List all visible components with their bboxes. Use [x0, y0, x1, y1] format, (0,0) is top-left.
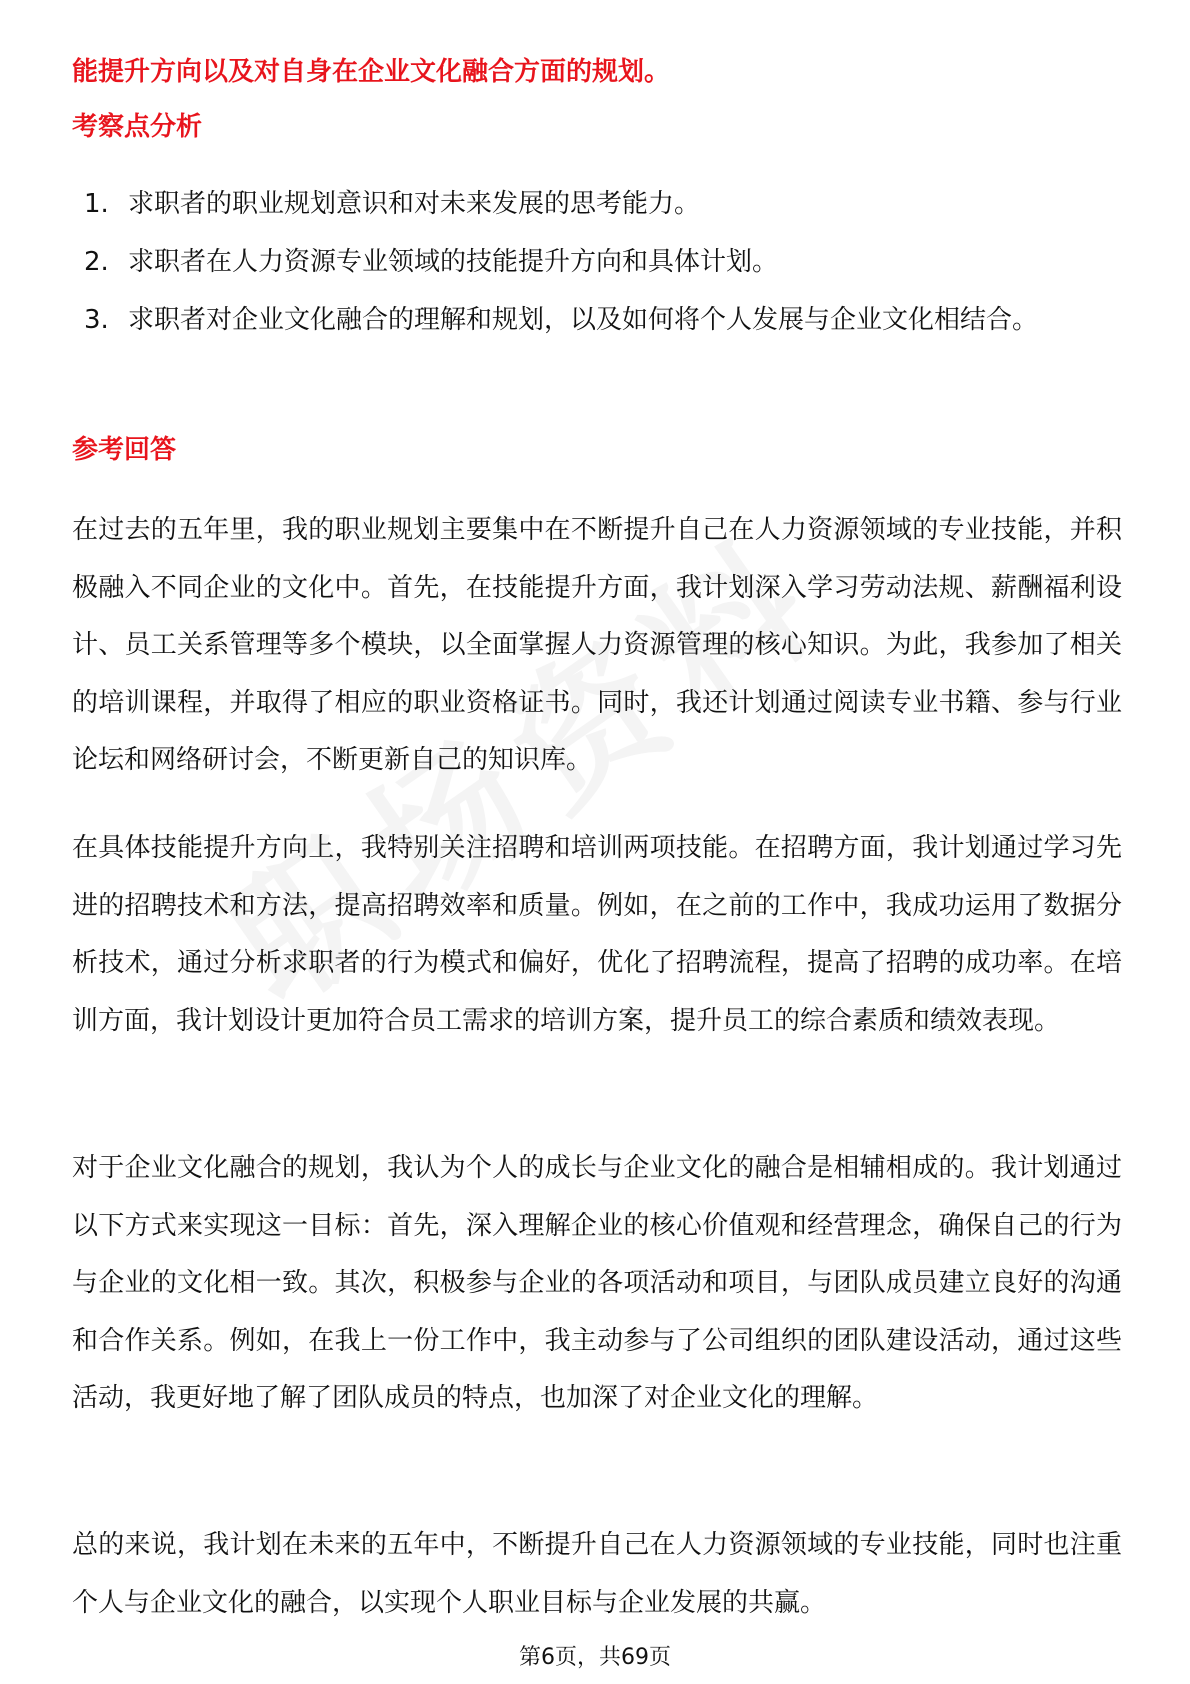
- list-text: 求职者对企业文化融合的理解和规划，以及如何将个人发展与企业文化相结合。: [128, 305, 1039, 335]
- list-item: [72, 175, 1122, 233]
- answer-paragraph: 对于企业文化融合的规划，我认为个人的成长与企业文化的融合是相辅相成的。我计划通过以下方式来实现这一目标：首先，深入理解企业的核心价值观和经营理念，确保自己的行为与企业的文化相一致。其次，积极参与企业的各项活动和项目，与团队成员建立良好的沟通和合作关系。例如，在我上一份工作中，我主动参与了公司组织的团队建设活动，通过这些活动，我更好地了解了团队成员的特点，也加深了对企业文化的理解。: [72, 1153, 1122, 1413]
- analysis-heading: 考察点分析: [72, 112, 203, 142]
- answer-heading: 参考回答: [72, 435, 177, 465]
- list-item: [72, 291, 1122, 349]
- list-number: 3.: [84, 305, 109, 335]
- answer-paragraph: 在具体技能提升方向上，我特别关注招聘和培训两项技能。在招聘方面，我计划通过学习先进的招聘技术和方法，提高招聘效率和质量。例如，在之前的工作中，我成功运用了数据分析技术，通过分析求职者的行为模式和偏好，优化了招聘流程，提高了招聘的成功率。在培训方面，我计划设计更加符合员工需求的培训方案，提升员工的综合素质和绩效表现。: [72, 833, 1122, 1036]
- page-number: 第6页，共69页: [519, 1645, 671, 1670]
- analysis-list: [72, 175, 1122, 349]
- list-number: 2.: [84, 247, 109, 277]
- list-item: [72, 233, 1122, 291]
- list-number: 1.: [84, 189, 109, 219]
- list-text: 求职者的职业规划意识和对未来发展的思考能力。: [128, 189, 701, 219]
- answer-paragraph: 在过去的五年里，我的职业规划主要集中在不断提升自己在人力资源领域的专业技能，并积极融入不同企业的文化中。首先，在技能提升方面，我计划深入学习劳动法规、薪酬福利设计、员工关系管理等多个模块，以全面掌握人力资源管理的核心知识。为此，我参加了相关的培训课程，并取得了相应的职业资格证书。同时，我还计划通过阅读专业书籍、参与行业论坛和网络研讨会，不断更新自己的知识库。: [72, 515, 1122, 775]
- answer-paragraph: 总的来说，我计划在未来的五年中，不断提升自己在人力资源领域的专业技能，同时也注重个人与企业文化的融合，以实现个人职业目标与企业发展的共赢。: [72, 1530, 1122, 1618]
- list-text: 求职者在人力资源专业领域的技能提升方向和具体计划。: [128, 247, 779, 277]
- intro-line: 能提升方向以及对自身在企业文化融合方面的规划。: [72, 57, 671, 87]
